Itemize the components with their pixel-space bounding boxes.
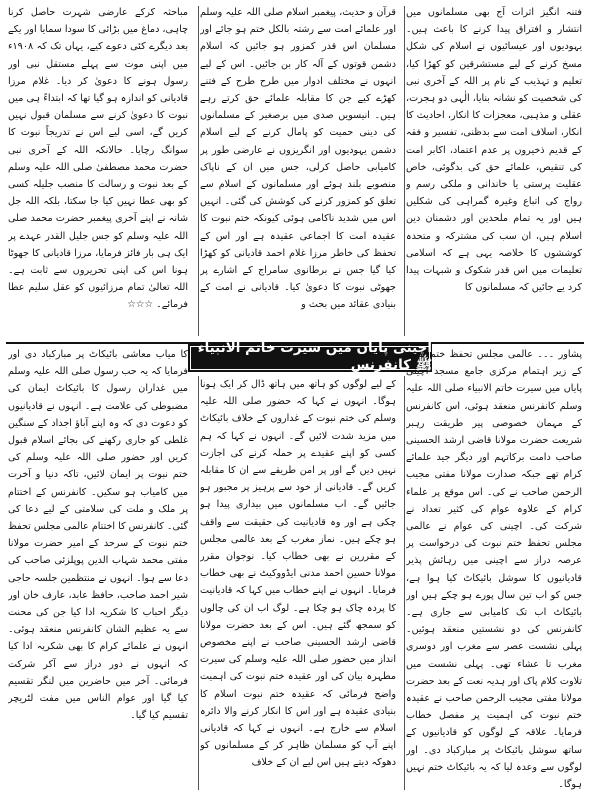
bottom-column-divider-left bbox=[198, 376, 199, 790]
bottom-column-middle-text: کے لیے لوگوں کو ہاتھ میں ہاتھ ڈال کر ایک ہونا ہوگا۔ انہوں نے کہا کہ حضور صلی اللہ علیہ وسلم کی ختم نبوت کے غداروں کے خلاف بائیکاٹ میں مزید شدت لائیں گے۔ انہوں نے کہا کہ ہم کسی کو اپنے عقیدے پر حملہ کرنے کی اجازت نہیں دیں گے اور پر امن طریقے سے ان کا مقابلہ کریں گے۔ قادیانی از خود سے پرہیز پر مجبور ہو جائیں گے۔ اب مسلمانوں میں بیداری پیدا ہو چکی ہے اور وہ قادیانیت کی حقیقت سے واقف ہو چکے ہیں۔ نماز مغرب کے بعد عالمی مجلس کے مقررین نے بھی خطاب کیا۔ نوجوان مقرر مولانا حسین احمد مدنی ایڈووکیٹ نے بھی خطاب فرمایا۔ انہوں نے اپنے خطاب میں کہا کہ قادیانیت کا پردہ چاک ہو چکا ہے۔ لوگ اب ان کی چالوں کو سمجھ گئے ہیں۔ اس کے بعد حضرت مولانا قاضی ارشد الحسینی صاحب نے اپنے مخصوص انداز میں حضور صلی اللہ علیہ وسلم کی سیرت مطہرہ بیان کی اور عقیدہ ختم نبوت کی اہمیت واضح فرمائی کہ عقیدہ ختم نبوت اسلام کا بنیادی عقیدہ ہے اور اس کا انکار کرنے والا دائرہ اسلام سے خارج ہے۔ انہوں نے کہا کہ قادیانی اپنے آپ کو مسلمان ظاہر کر کے مسلمانوں کو دھوکہ دیتے ہیں اس لیے ان کے خلاف bbox=[200, 379, 396, 769]
top-column-right bbox=[406, 4, 582, 344]
top-column-middle-text: قرآن و حدیث، پیغمبر اسلام صلی اللہ علیہ وسلم اور علمائے امت سے رشتہ بالکل ختم ہو جائے اور مسلمان اس قدر کمزور ہو جائیں کہ اسلام دشمن قوتوں کے آلہ کار بن جائیں۔ اس کے لیے انہوں نے مختلف ادوار میں طرح طرح کے فتنے کھڑے کیے جن کا مقابلہ علمائے حق کرتے رہے ہیں۔ انیسویں صدی میں برصغیر کے مسلمانوں کی دینی حمیت کو پامال کرنے کے لیے اسلام دشمن یہودیوں اور انگریزوں نے عارضی طور پر کامیابی حاصل کرلی، جس میں ان کے ناپاک منصوبے بلند ہوئے اور مسلمانوں کے اسلام سے تعلق کو کمزور کرنے کی کوشش کی گئی۔ انہیں اس میں شدید ناکامی ہوئی کیونکہ ختم نبوت کا عقیدہ امت کا اجماعی عقیدہ ہے اور اس کے تحفظ کی خاطر مرزا غلام احمد قادیانی کو کھڑا کیا گیا جس نے برطانوی سامراج کے اشارے پر جھوٹی نبوت کا دعویٰ کیا۔ قادیانی نے امت کے بنیادی عقائد میں بحث و bbox=[200, 7, 396, 311]
bottom-column-middle bbox=[200, 376, 396, 794]
bottom-column-divider-right bbox=[404, 376, 405, 790]
article-headline: اچینی پایاں میں سیرت خاتم الانبیاء ﷺ کانفرنس bbox=[197, 340, 432, 373]
bottom-column-right-text: پشاور ۔۔۔ عالمی مجلس تحفظ ختم نبوت کے زیر اہتمام مرکزی جامع مسجد اچینی پایاں میں سیرت خاتم الانبیاء صلی اللہ علیہ وسلم کانفرنس منعقد ہوئی، اس کانفرنس کے مہمان خصوصی پیر طریقت رہبر شریعت حضرت مولانا قاضی ارشد الحسینی صاحب دامت برکاتہم اور دیگر جید علمائے کرام تھے جبکہ صدارت مولانا مفتی مجیب الرحمن صاحب نے کی۔ اس موقع پر علماء کرام کے علاوہ عوام کی کثیر تعداد نے شرکت کی۔ اچینی کی عوام نے عالمی مجلس تحفظ ختم نبوت کی درخواست پر عرصہ دراز سے اچینی میں رہائش پذیر قادیانیوں کا سوشل بائیکاٹ کیا ہوا ہے، جس کو اب تین سال پورے ہو چکے ہیں اور بائیکاٹ اب تک کامیابی سے جاری ہے۔ کانفرنس کی دو نشستیں منعقد ہوئیں۔ پہلی نشست عصر سے مغرب اور دوسری مغرب تا عشاء تھی۔ پہلی نشست میں تلاوت کلام پاک اور ہدیہ نعت کے بعد حضرت مولانا مفتی مجیب الرحمن صاحب نے عقیدہ ختم نبوت کی اہمیت پر مفصل خطاب فرمایا۔ علاقہ کے لوگوں کو قادیانیوں کے ساتھ سوشل بائیکاٹ پر مبارکباد دی۔ اور لوگوں سے وعدہ لیا کہ یہ بائیکاٹ ختم نہیں ہوگا۔ bbox=[406, 349, 582, 791]
top-column-left-text: مباحثہ کرکے عارضی شہرت حاصل کرنا چاہی، دماغ میں بڑائی کا سودا سمایا اور یکے بعد دیگرے کئی دعوے کیے، یہاں تک کہ ۱۹۰۸ء میں اپنی موت سے پہلے مستقل نبی اور رسول ہونے کا دعویٰ کر دیا۔ غلام مرزا قادیانی کو اندازہ ہو گیا تھا کہ ابتداءً ہی میں نبوت کا دعویٰ کرنے سے مسلمان قبول نہیں کریں گے، اسی لیے اس نے تدریجاً نبوت کا سوانگ رچایا۔ حالانکہ اللہ کے آخری نبی حضرت محمد مصطفیٰ صلی اللہ علیہ وسلم کے بعد نبوت و رسالت کا منصب جلیلہ کسی کو بھی عطا نہیں کیا جا سکتا، بلکہ اللہ جل شانہ نے اپنے آخری پیغمبر حضرت محمد صلی اللہ علیہ وسلم کو جس جلیل القدر عہدے پر ایک ہی بار فائز فرمایا، مرزا قادیانی کا جھوٹا ہونا اس کی اپنی تحریروں سے ثابت ہے۔ اللہ تعالیٰ تمام مرزائیوں کو عقل سلیم عطا فرمائے۔ ☆☆☆ bbox=[8, 7, 188, 311]
bottom-column-left bbox=[8, 346, 188, 794]
top-column-divider-right bbox=[404, 6, 405, 336]
top-column-divider-left bbox=[198, 6, 199, 336]
top-column-right-text: فتنہ انگیز اثرات آج بھی مسلمانوں میں انتشار و افتراق پیدا کرنے کا باعث ہیں۔ یہودیوں اور عیسائیوں نے اسلام کی شکل مسخ کرنے کے لیے مستشرقین کو کھڑا کیا، تعلیم و تہذیب کے نام پر اللہ کے آخری نبی کی شخصیت کو نشانہ بنایا، الٰہی دو ہجرت، عقلی و مذہبی، معجزات کا انکار، احادیث کا انکار، اسلاف امت سے بدظنی، تفسیر و فقہ کے قدیم ذخیروں پر عدم اعتماد، اکابر امت کی تنقیص، علمائے حق کی بدگوئی، خاص عقلیت پرستی یا خاندانی و ملکی رسم و رواج کی اتباع وغیرہ گمراہی کی شکلیں ہیں اور یہ تمام ملحدین اور دشمنان دین اسلام ہیں، ان سب کی مشترکہ و متحدہ کوششوں کا خلاصہ یہی ہے کہ اسلامی تعلیمات میں اس قدر شکوک و شبہات پیدا کرد یے جائیں کہ مسلمانوں کا bbox=[406, 7, 582, 294]
top-column-middle bbox=[200, 4, 396, 344]
bottom-column-left-text: کا میاب معاشی بائیکاٹ پر مبارکباد دی اور فرمایا کہ یہ حب رسول صلی اللہ علیہ وسلم میں غداران رسول کا بائیکاٹ ایمان کی مضبوطی کی علامت ہے۔ انہوں نے قادیانیوں کو دعوت دی کہ وہ اپنے آباؤ اجداد کے سنگین غلطی کو جاری رکھنے کی بجائے اسلام قبول کریں اور حضور صلی اللہ علیہ وسلم کی ختم نبوت پر ایمان لائیں، تاکہ دنیا و آخرت میں کامیاب ہو سکیں۔ کانفرنس کے اختتام پر ملک و ملت کی سلامتی کے لیے دعا کی گئی۔ کانفرنس کا اختتام عالمی مجلس تحفظ ختم نبوت کے سرحد کے امیر حضرت مولانا مفتی محمد شہاب الدین پوپلزئی صاحب کی دعا سے ہوا۔ انہوں نے منتظمین جلسہ حاجی شیر احمد صاحب، حافظ عابد، عارف خان اور دیگر احباب کا شکریہ ادا کیا جن کی محنت سے یہ عظیم الشان کانفرنس منعقد ہوئی۔ انہوں نے علمائے کرام کا بھی شکریہ ادا کیا کہ انہوں نے دور دراز سے آکر شرکت فرمائی۔ آخر میں حاضرین میں لنگر تقسیم کیا گیا اور عوام الناس میں مفت لٹریچر تقسیم کیا گیا۔ bbox=[8, 349, 188, 722]
article-headline-banner bbox=[188, 340, 432, 373]
bottom-column-right bbox=[406, 346, 582, 794]
top-column-left bbox=[8, 4, 188, 344]
